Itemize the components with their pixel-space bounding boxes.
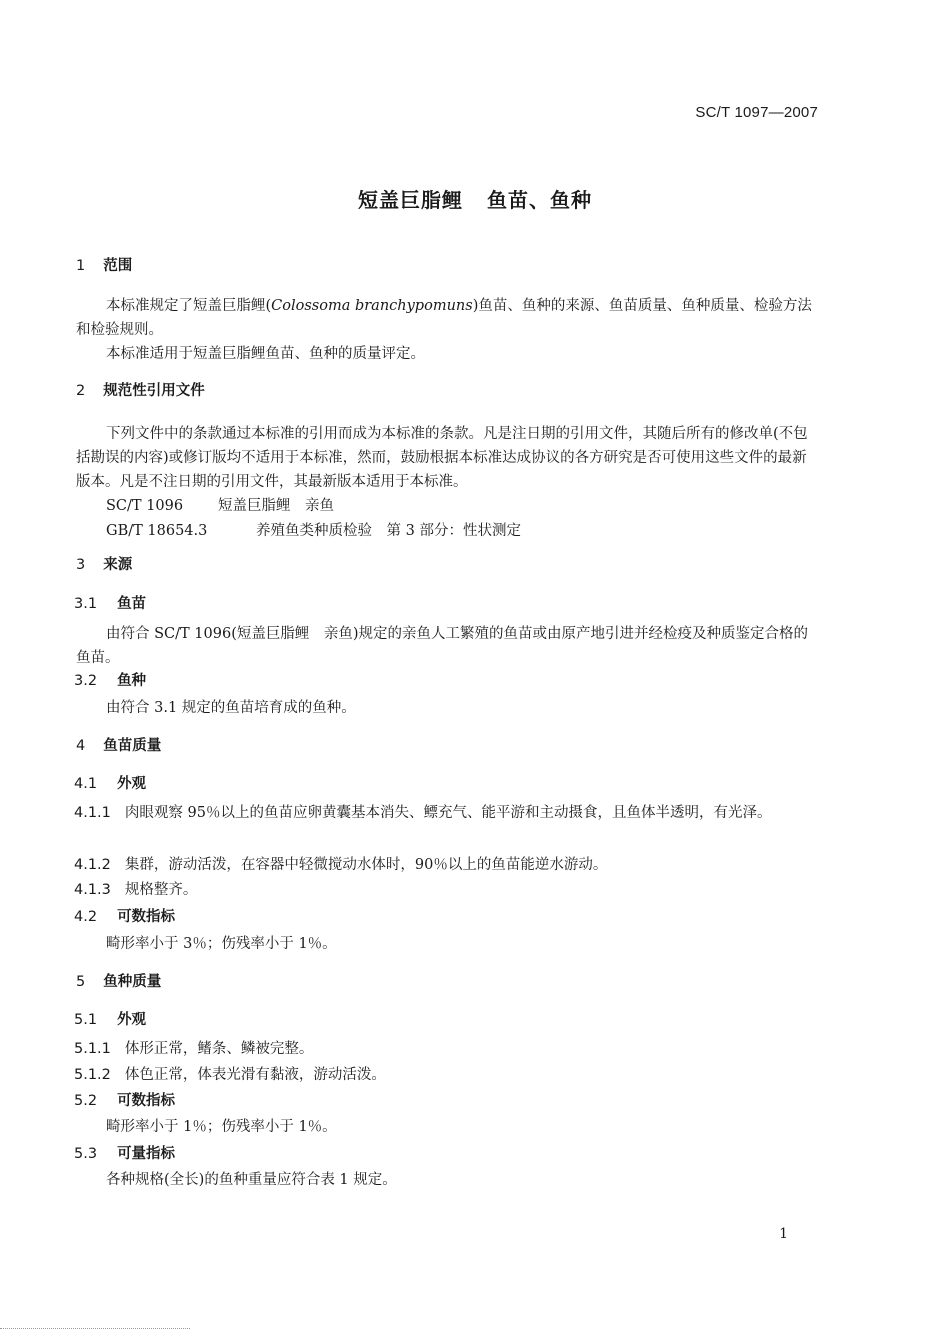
section-1-paragraph-2: 本标准适用于短盖巨脂鲤鱼苗、鱼种的质量评定。	[106, 346, 425, 362]
section-3-heading: 3 来源	[76, 557, 133, 573]
clause-4-1-1: 4.1.1 肉眼观察 95％以上的鱼苗应卵黄囊基本消失、鳔充气、能平游和主动摄食，且鱼体半透明，有光泽。	[74, 805, 772, 821]
title-part-2: 鱼苗、鱼种	[487, 188, 592, 212]
section-1-paragraph-1: 本标准规定了短盖巨脂鲤(Colossoma branchypomuns)鱼苗、鱼种的来源、鱼苗质量、鱼种质量、检验方法和检验规则。	[76, 298, 812, 338]
section-2-paragraph: 下列文件中的条款通过本标准的引用而成为本标准的条款。凡是注日期的引用文件，其随后所有的修改单(不包括勘误的内容)或修订版均不适用于本标准，然而，鼓励根据本标准达成协议的各方研究是否可使用这些文件的最新版本。凡是不注日期的引用文件，其最新版本适用于本标准。	[76, 426, 808, 490]
section-4-heading: 4 鱼苗质量	[76, 738, 162, 754]
clause-4-1-2: 4.1.2 集群，游动活泼，在容器中轻微搅动水体时，90％以上的鱼苗能逆水游动。	[74, 857, 608, 873]
section-3-2-heading: 3.2 鱼种	[74, 673, 147, 689]
section-4-2-text: 畸形率小于 3％；伤残率小于 1％。	[106, 936, 337, 952]
section-5-1-heading: 5.1 外观	[74, 1012, 147, 1028]
section-3-1-text: 由符合 SC/T 1096(短盖巨脂鲤 亲鱼)规定的亲鱼人工繁殖的鱼苗或由原产地引进并经检疫及种质鉴定合格的鱼苗。	[76, 626, 809, 666]
reference-2: GB/T 18654.3 养殖鱼类种质检验 第 3 部分：性状测定	[106, 523, 521, 539]
section-5-3-heading: 5.3 可量指标	[74, 1146, 176, 1162]
page-number: 1	[779, 1226, 788, 1242]
section-3-2-text: 由符合 3.1 规定的鱼苗培育成的鱼种。	[106, 700, 356, 716]
section-3-1-heading: 3.1 鱼苗	[74, 596, 147, 612]
section-4-2-heading: 4.2 可数指标	[74, 909, 176, 925]
section-5-2-text: 畸形率小于 1％；伤残率小于 1％。	[106, 1119, 337, 1135]
title-part-1: 短盖巨脂鲤	[358, 188, 463, 212]
clause-5-1-1: 5.1.1 体形正常，鳍条、鳞被完整。	[74, 1041, 314, 1057]
section-5-3-text: 各种规格(全长)的鱼种重量应符合表 1 规定。	[106, 1172, 397, 1188]
section-2-heading: 2 规范性引用文件	[76, 383, 205, 399]
section-5-2-heading: 5.2 可数指标	[74, 1093, 176, 1109]
bottom-edge-line	[0, 1328, 190, 1329]
section-1-heading: 1 范围	[76, 258, 133, 274]
clause-4-1-3: 4.1.3 规格整齐。	[74, 882, 198, 898]
document-title	[0, 184, 950, 213]
standard-code: SC/T 1097—2007	[695, 104, 818, 121]
clause-5-1-2: 5.1.2 体色正常，体表光滑有黏液，游动活泼。	[74, 1067, 386, 1083]
section-5-heading: 5 鱼种质量	[76, 974, 162, 990]
section-4-1-heading: 4.1 外观	[74, 776, 147, 792]
reference-1: SC/T 1096 短盖巨脂鲤 亲鱼	[106, 498, 334, 514]
latin-species-name: Colossoma branchypomuns	[271, 298, 473, 314]
